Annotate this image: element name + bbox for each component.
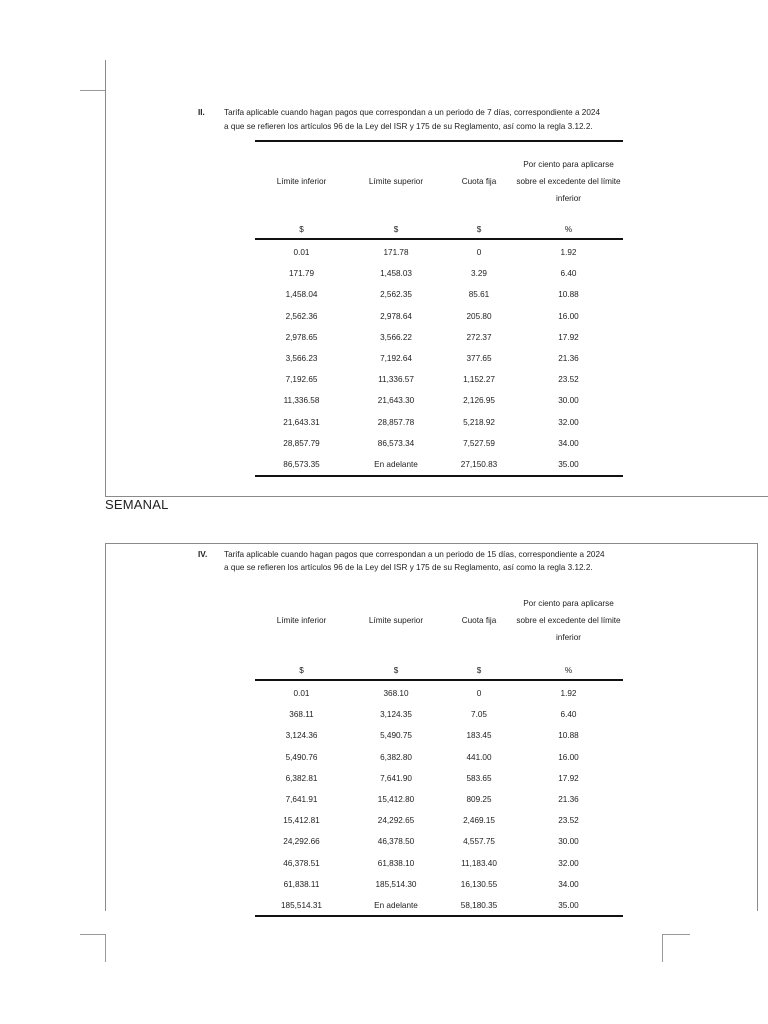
table-row — [255, 348, 623, 369]
table-cell: 30.00 — [558, 837, 579, 847]
crop-mark-bottom-right-v — [662, 934, 663, 962]
table-cell: 58,180.35 — [460, 900, 498, 910]
table-row — [255, 284, 623, 305]
tariff-table — [255, 579, 623, 917]
table-cell: 809.25 — [466, 795, 492, 805]
table-row — [255, 683, 623, 704]
table-cell: 16.00 — [558, 311, 579, 321]
table-cell: 1,152.27 — [463, 375, 495, 385]
table-cell: 1.92 — [560, 248, 577, 258]
table-cell: 6,382.80 — [380, 752, 412, 762]
table-row — [255, 874, 623, 895]
table-cell: 272.37 — [466, 332, 492, 342]
table-cell: 32.00 — [558, 417, 579, 427]
table-cell: 10.88 — [558, 290, 579, 300]
table-cell: 4,557.75 — [463, 837, 495, 847]
table-cell: 6.40 — [560, 710, 577, 720]
table-cell: 21,643.30 — [377, 396, 415, 406]
heading-line-1: Tarifa aplicable cuando hagan pagos que correspondan a un periodo de 7 días, correspondiente a 2024 — [224, 108, 600, 117]
table-cell: 171.79 — [288, 269, 315, 279]
table-cell: 30.00 — [558, 396, 579, 406]
col-limite-superior: Límite superior — [368, 176, 424, 186]
table-cell: 61,838.11 — [283, 879, 320, 889]
table-row — [255, 704, 623, 725]
table-cell: 183.45 — [466, 731, 492, 741]
table-cell: 5,490.75 — [380, 731, 412, 741]
table-row — [255, 853, 623, 874]
table-row — [255, 747, 623, 768]
table-cell: 86,573.34 — [377, 438, 415, 448]
table-cell: 28,857.79 — [283, 438, 320, 448]
table-cell: 5,490.76 — [285, 752, 318, 762]
table-cell: 32.00 — [558, 858, 579, 868]
table-cell: 27,150.83 — [460, 459, 498, 469]
table-cell: 377.65 — [466, 354, 492, 364]
table-cell: 3,124.36 — [285, 731, 318, 741]
table-cell: 3,566.22 — [380, 332, 412, 342]
unit: $ — [476, 224, 482, 234]
unit: $ — [476, 665, 482, 675]
section-number: II. — [198, 108, 205, 117]
unit: $ — [299, 224, 304, 234]
col-cuota-fija: Cuota fija — [461, 176, 497, 186]
table-cell: 185,514.30 — [375, 879, 417, 889]
table-body — [255, 681, 623, 916]
table-cell: 35.00 — [558, 459, 579, 469]
table-cell: 34.00 — [558, 438, 579, 448]
table-cell: 2,562.35 — [380, 290, 412, 300]
table-cell: 23.52 — [558, 375, 579, 385]
crop-mark-bottom-right-h — [662, 934, 690, 935]
crop-mark-bottom-left-h — [80, 934, 106, 935]
table-row — [255, 725, 623, 746]
table-cell: 7,641.90 — [380, 773, 412, 783]
table-cell: 6.40 — [560, 269, 577, 279]
col-cuota-fija: Cuota fija — [461, 615, 497, 625]
table-cell: En adelante — [374, 900, 418, 910]
table-cell: 28,857.78 — [377, 417, 415, 427]
units-row — [255, 661, 623, 679]
col-limite-inferior: Límite inferior — [276, 176, 327, 186]
table-cell: 16.00 — [558, 752, 579, 762]
heading-line-2: a que se refieren los artículos 96 de la Ley del ISR y 175 de su Reglamento, así como la regla 3.12.2. — [224, 563, 593, 572]
heading-line-1: Tarifa aplicable cuando hagan pagos que correspondan a un periodo de 15 días, correspondiente a 2024 — [224, 550, 605, 559]
table-cell: 24,292.65 — [377, 816, 415, 826]
table-cell: 0.01 — [293, 689, 310, 699]
col-limite-inferior: Límite inferior — [276, 615, 327, 625]
table-cell: 61,838.10 — [377, 858, 415, 868]
table-cell: 11,183.40 — [461, 858, 497, 868]
table-cell: 85.61 — [468, 290, 490, 300]
table-cell: 7,192.65 — [285, 375, 318, 385]
table-cell: 1,458.04 — [285, 290, 318, 300]
table-cell: 368.11 — [289, 710, 314, 720]
table-cell: 7,192.64 — [380, 354, 412, 364]
table-row — [255, 810, 623, 831]
table-row — [255, 390, 623, 411]
table-cell: 0 — [476, 248, 482, 258]
table-cell: 23.52 — [558, 816, 579, 826]
table-cell: 6,382.81 — [285, 773, 318, 783]
table-cell: 15,412.80 — [377, 795, 415, 805]
table-cell: 16,130.55 — [460, 879, 498, 889]
table-row — [255, 369, 623, 390]
table-row — [255, 412, 623, 433]
table-cell: 185,514.31 — [281, 900, 322, 910]
table-cell: 2,126.95 — [463, 396, 495, 406]
table-cell: 5,218.92 — [463, 417, 495, 427]
col-limite-superior: Límite superior — [368, 615, 424, 625]
table-row — [255, 327, 623, 348]
table-header — [255, 142, 623, 220]
table-cell: 7,641.91 — [285, 795, 318, 805]
table-header — [255, 579, 623, 661]
crop-mark-top-left-h — [80, 90, 106, 91]
table-cell: 0.01 — [293, 248, 310, 258]
weekly-table-snippet — [105, 60, 768, 497]
table-cell: 1,458.03 — [380, 269, 412, 279]
table-cell: 3,566.23 — [285, 354, 318, 364]
table-cell: 7.05 — [471, 710, 487, 720]
table-cell: 171.78 — [383, 248, 409, 258]
table-row — [255, 831, 623, 852]
table-row — [255, 242, 623, 263]
table-cell: 368.10 — [383, 689, 409, 699]
unit: % — [564, 665, 573, 675]
table-row — [255, 789, 623, 810]
table-cell: 2,978.64 — [380, 311, 412, 321]
heading-line-2: a que se refieren los artículos 96 de la Ley del ISR y 175 de su Reglamento, así como la regla 3.12.2. — [224, 122, 593, 131]
table-cell: 441.00 — [466, 752, 492, 762]
col-por-ciento: Por ciento para aplicarse sobre el excedente del límite inferior — [516, 159, 621, 203]
table-cell: 21.36 — [558, 795, 579, 805]
table-row — [255, 433, 623, 454]
unit: $ — [393, 224, 399, 234]
table-cell: 2,978.65 — [285, 332, 318, 342]
section-number: IV. — [198, 550, 208, 559]
table-cell: 24,292.66 — [283, 837, 320, 847]
table-cell: 21.36 — [558, 354, 579, 364]
crop-mark-bottom-left-v — [105, 934, 106, 962]
col-por-ciento: Por ciento para aplicarse sobre el excedente del límite inferior — [516, 598, 621, 642]
table-cell: 10.88 — [558, 731, 579, 741]
table-cell: 11,336.57 — [378, 375, 414, 385]
table-cell: 35.00 — [558, 900, 579, 910]
table-cell: 583.65 — [466, 773, 492, 783]
unit: $ — [393, 665, 399, 675]
table-cell: En adelante — [374, 459, 418, 469]
table-cell: 46,378.50 — [377, 837, 415, 847]
table-cell: 1.92 — [560, 689, 577, 699]
table-row — [255, 306, 623, 327]
table-row — [255, 895, 623, 916]
table-cell: 46,378.51 — [283, 858, 320, 868]
table-cell: 17.92 — [558, 332, 579, 342]
table-cell: 7,527.59 — [463, 438, 495, 448]
unit: % — [564, 224, 573, 234]
table-cell: 2,562.36 — [285, 311, 318, 321]
units-row — [255, 220, 623, 238]
table-cell: 21,643.31 — [283, 417, 320, 427]
biweekly-table-snippet — [105, 543, 758, 911]
table-cell: 3,124.35 — [380, 710, 412, 720]
semanal-label: SEMANAL — [105, 497, 169, 512]
table-cell: 0 — [476, 689, 482, 699]
unit: $ — [299, 665, 304, 675]
table-row — [255, 454, 623, 475]
table-row — [255, 263, 623, 284]
table-row — [255, 768, 623, 789]
table-cell: 11,336.58 — [283, 396, 320, 406]
table-cell: 34.00 — [558, 879, 579, 889]
table-cell: 205.80 — [466, 311, 492, 321]
table-body — [255, 240, 623, 475]
table-cell: 17.92 — [558, 773, 579, 783]
table-cell: 15,412.81 — [283, 816, 320, 826]
table-cell: 3.29 — [471, 269, 487, 279]
table-cell: 2,469.15 — [463, 816, 495, 826]
tariff-table — [255, 140, 623, 477]
table-cell: 86,573.35 — [283, 459, 320, 469]
